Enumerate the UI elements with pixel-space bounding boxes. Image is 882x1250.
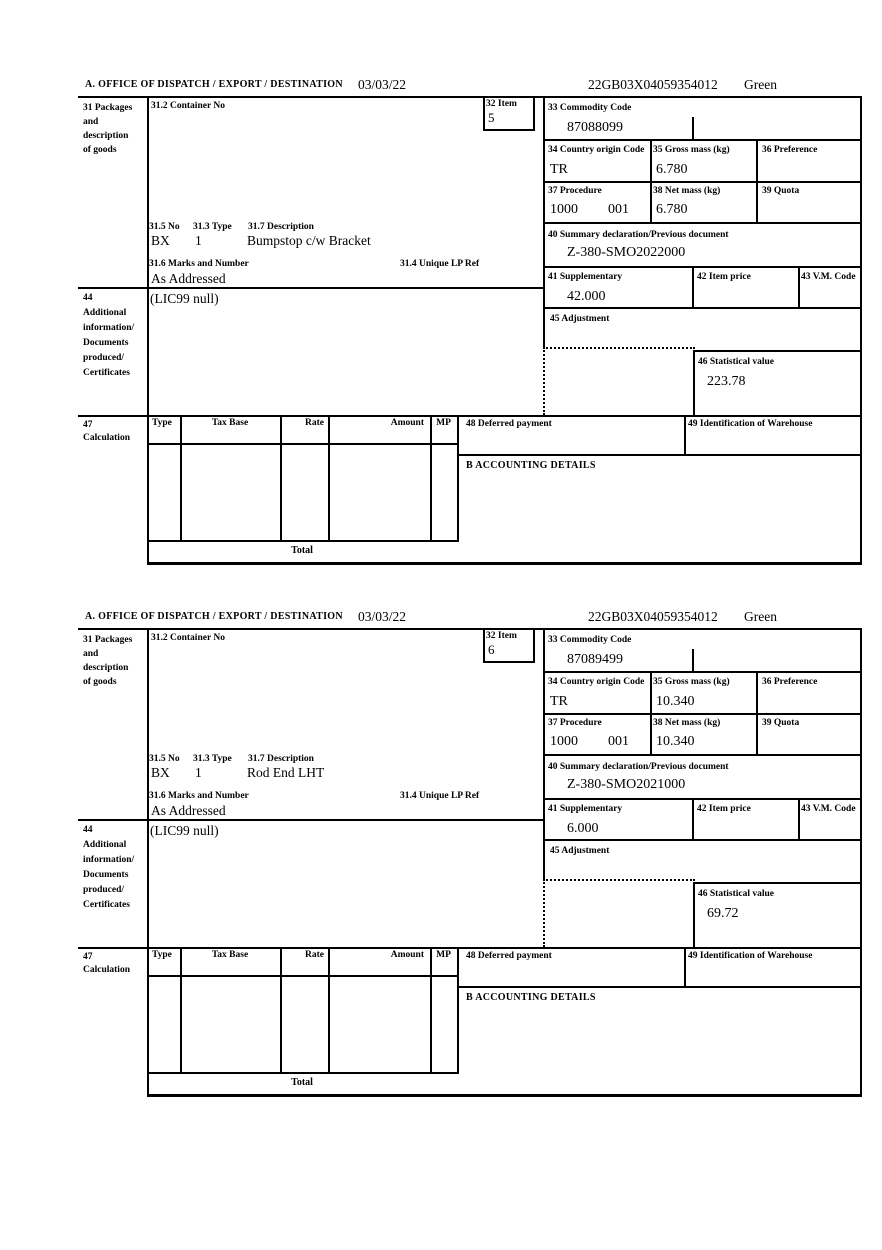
office-of-dispatch-label: A. OFFICE OF DISPATCH / EXPORT / DESTINATION <box>85 79 343 90</box>
grid-line <box>692 798 694 839</box>
procedure-value-2: 001 <box>608 202 629 217</box>
calc-col-rate: Rate <box>305 418 324 428</box>
calculation-label-line: Calculation <box>83 965 130 975</box>
declaration-item-block <box>0 77 882 577</box>
grid-line <box>650 139 652 222</box>
grid-line <box>543 713 862 715</box>
summary-declaration-label: 40 Summary declaration/Previous document <box>548 230 729 240</box>
goods-description-value: Rod End LHT <box>247 765 325 780</box>
accounting-details-label: B ACCOUNTING DETAILS <box>466 460 596 471</box>
statistical-value-label: 46 Statistical value <box>698 357 774 367</box>
commodity-code-separator <box>692 649 694 671</box>
grid-line <box>147 540 459 542</box>
procedure-value-1: 1000 <box>550 734 578 749</box>
accounting-details-label: B ACCOUNTING DETAILS <box>466 992 596 1003</box>
grid-line <box>78 628 862 630</box>
net-mass-value: 6.780 <box>656 202 688 217</box>
dotted-line <box>543 347 545 415</box>
grid-line <box>78 415 862 417</box>
dotted-line <box>543 879 695 881</box>
dispatch-date: 03/03/22 <box>358 609 407 624</box>
additional-info-label-line: Documents <box>83 870 129 880</box>
grid-line <box>430 415 432 540</box>
net-mass-label: 38 Net mass (kg) <box>653 186 721 196</box>
grid-line <box>180 947 182 1072</box>
grid-line <box>147 562 862 565</box>
grid-line <box>860 96 862 565</box>
statistical-value: 69.72 <box>707 906 739 921</box>
calculation-label <box>83 419 130 445</box>
item-label: 32 Item <box>486 99 517 109</box>
calc-col-mp: MP <box>436 950 451 960</box>
previous-document-value: Z-380-SMO2021000 <box>567 777 686 792</box>
additional-info-label <box>83 291 134 381</box>
package-code-value: BX <box>151 765 170 780</box>
statistical-value: 223.78 <box>707 374 746 389</box>
warehouse-label: 49 Identification of Warehouse <box>688 419 813 429</box>
item-number-value: 6 <box>488 642 495 657</box>
adjustment-label: 45 Adjustment <box>550 846 610 856</box>
grid-line <box>457 454 862 456</box>
grid-line <box>756 671 758 754</box>
grid-line <box>684 947 686 986</box>
additional-info-value: (LIC99 null) <box>150 823 219 838</box>
pkg-no-label: 31.5 No <box>149 754 180 764</box>
grid-line <box>798 266 800 307</box>
additional-info-label-line: Documents <box>83 338 129 348</box>
additional-info-label-line: Certificates <box>83 368 130 378</box>
statistical-value-label: 46 Statistical value <box>698 889 774 899</box>
lp-ref-label: 31.4 Unique LP Ref <box>400 791 480 801</box>
grid-line <box>147 628 149 1094</box>
grid-line <box>280 415 282 540</box>
grid-line <box>693 350 695 415</box>
pkg-type-label: 31.3 Type <box>193 222 232 232</box>
marks-label: 31.6 Marks and Number <box>149 259 249 269</box>
routing-status: Green <box>744 609 777 624</box>
pkg-no-label: 31.5 No <box>149 222 180 232</box>
additional-info-label-line: Certificates <box>83 900 130 910</box>
calc-col-mp: MP <box>436 418 451 428</box>
packages-label-line: description <box>83 663 129 673</box>
calc-col-type: Type <box>152 950 172 960</box>
grid-line <box>280 947 282 1072</box>
grid-line <box>543 266 862 268</box>
procedure-value-1: 1000 <box>550 202 578 217</box>
vm-code-label: 43 V.M. Code <box>801 272 856 282</box>
grid-line <box>693 350 862 352</box>
package-count-value: 1 <box>195 765 202 780</box>
commodity-code-label: 33 Commodity Code <box>548 103 632 113</box>
item-price-label: 42 Item price <box>697 804 751 814</box>
grid-line <box>543 798 862 800</box>
packages-label <box>83 101 132 157</box>
item-box-border <box>483 96 485 129</box>
calc-col-amount: Amount <box>390 950 424 960</box>
grid-line <box>693 882 862 884</box>
declaration-reference: 22GB03X04059354012 <box>588 77 718 92</box>
commodity-code-label: 33 Commodity Code <box>548 635 632 645</box>
supplementary-value: 6.000 <box>567 821 599 836</box>
grid-line <box>684 415 686 454</box>
procedure-label: 37 Procedure <box>548 186 602 196</box>
grid-line <box>693 882 695 947</box>
country-origin-value: TR <box>550 162 568 177</box>
calc-col-type: Type <box>152 418 172 428</box>
adjustment-label: 45 Adjustment <box>550 314 610 324</box>
additional-info-label <box>83 823 134 913</box>
grid-line <box>650 671 652 754</box>
total-label: Total <box>291 545 313 556</box>
grid-line <box>328 947 330 1072</box>
supplementary-value: 42.000 <box>567 289 606 304</box>
grid-line <box>543 181 862 183</box>
marks-label: 31.6 Marks and Number <box>149 791 249 801</box>
grid-line <box>147 443 459 445</box>
marks-value: As Addressed <box>151 271 226 286</box>
calculation-label <box>83 951 130 977</box>
calculation-label-line: 47 <box>83 420 93 430</box>
country-origin-label: 34 Country origin Code <box>548 677 645 687</box>
calc-col-amount: Amount <box>390 418 424 428</box>
grid-line <box>147 96 149 562</box>
package-count-value: 1 <box>195 233 202 248</box>
grid-line <box>543 754 862 756</box>
total-label: Total <box>291 1077 313 1088</box>
grid-line <box>798 798 800 839</box>
supplementary-label: 41 Supplementary <box>548 804 623 814</box>
grid-line <box>147 1094 862 1097</box>
calc-col-rate: Rate <box>305 950 324 960</box>
packages-label-line: and <box>83 117 99 127</box>
item-box-border <box>533 96 535 129</box>
item-box-border <box>483 628 485 661</box>
gross-mass-label: 35 Gross mass (kg) <box>653 677 730 687</box>
supplementary-label: 41 Supplementary <box>548 272 623 282</box>
grid-line <box>78 287 545 289</box>
gross-mass-label: 35 Gross mass (kg) <box>653 145 730 155</box>
quota-label: 39 Quota <box>762 186 800 196</box>
warehouse-label: 49 Identification of Warehouse <box>688 951 813 961</box>
item-box-border <box>483 661 535 663</box>
lp-ref-label: 31.4 Unique LP Ref <box>400 259 480 269</box>
previous-document-value: Z-380-SMO2022000 <box>567 245 686 260</box>
pkg-description-label: 31.7 Description <box>248 222 314 232</box>
packages-label <box>83 633 132 689</box>
container-no-label: 31.2 Container No <box>151 101 225 111</box>
packages-label-line: of goods <box>83 145 117 155</box>
declaration-reference: 22GB03X04059354012 <box>588 609 718 624</box>
packages-label-line: 31 Packages <box>83 635 133 645</box>
procedure-label: 37 Procedure <box>548 718 602 728</box>
grid-line <box>543 222 862 224</box>
pkg-description-label: 31.7 Description <box>248 754 314 764</box>
vm-code-label: 43 V.M. Code <box>801 804 856 814</box>
procedure-value-2: 001 <box>608 734 629 749</box>
grid-line <box>147 1072 459 1074</box>
commodity-code-value: 87088099 <box>567 120 623 135</box>
calculation-label-line: 47 <box>83 952 93 962</box>
dotted-line <box>543 347 695 349</box>
grid-line <box>78 96 862 98</box>
calc-col-tax-base: Tax Base <box>211 950 249 960</box>
packages-label-line: description <box>83 131 129 141</box>
item-label: 32 Item <box>486 631 517 641</box>
additional-info-label-line: information/ <box>83 323 135 333</box>
dispatch-date: 03/03/22 <box>358 77 407 92</box>
grid-line <box>147 975 459 977</box>
additional-info-label-line: produced/ <box>83 885 125 895</box>
net-mass-label: 38 Net mass (kg) <box>653 718 721 728</box>
item-price-label: 42 Item price <box>697 272 751 282</box>
gross-mass-value: 6.780 <box>656 162 688 177</box>
packages-label-line: 31 Packages <box>83 103 133 113</box>
item-box-border <box>483 129 535 131</box>
country-origin-label: 34 Country origin Code <box>548 145 645 155</box>
grid-line <box>78 819 545 821</box>
grid-line <box>78 947 862 949</box>
deferred-payment-label: 48 Deferred payment <box>466 951 552 961</box>
grid-line <box>756 139 758 222</box>
grid-line <box>180 415 182 540</box>
additional-info-label-line: 44 <box>83 293 93 303</box>
calc-col-tax-base: Tax Base <box>211 418 249 428</box>
grid-line <box>543 307 862 309</box>
additional-info-label-line: 44 <box>83 825 93 835</box>
gross-mass-value: 10.340 <box>656 694 695 709</box>
packages-label-line: of goods <box>83 677 117 687</box>
grid-line <box>457 415 459 540</box>
package-code-value: BX <box>151 233 170 248</box>
deferred-payment-label: 48 Deferred payment <box>466 419 552 429</box>
office-of-dispatch-label: A. OFFICE OF DISPATCH / EXPORT / DESTINATION <box>85 611 343 622</box>
grid-line <box>457 986 862 988</box>
grid-line <box>543 671 862 673</box>
additional-info-label-line: produced/ <box>83 353 125 363</box>
additional-info-label-line: Additional <box>83 308 127 318</box>
preference-label: 36 Preference <box>762 145 818 155</box>
summary-declaration-label: 40 Summary declaration/Previous document <box>548 762 729 772</box>
declaration-item-block <box>0 609 882 1109</box>
additional-info-label-line: information/ <box>83 855 135 865</box>
commodity-code-value: 87089499 <box>567 652 623 667</box>
grid-line <box>430 947 432 1072</box>
additional-info-value: (LIC99 null) <box>150 291 219 306</box>
goods-description-value: Bumpstop c/w Bracket <box>247 233 371 248</box>
routing-status: Green <box>744 77 777 92</box>
packages-label-line: and <box>83 649 99 659</box>
pkg-type-label: 31.3 Type <box>193 754 232 764</box>
grid-line <box>692 266 694 307</box>
item-box-border <box>533 628 535 661</box>
quota-label: 39 Quota <box>762 718 800 728</box>
commodity-code-separator <box>692 117 694 139</box>
grid-line <box>543 139 862 141</box>
net-mass-value: 10.340 <box>656 734 695 749</box>
grid-line <box>543 839 862 841</box>
dotted-line <box>543 879 545 947</box>
country-origin-value: TR <box>550 694 568 709</box>
grid-line <box>457 947 459 1072</box>
additional-info-label-line: Additional <box>83 840 127 850</box>
container-no-label: 31.2 Container No <box>151 633 225 643</box>
grid-line <box>860 628 862 1097</box>
preference-label: 36 Preference <box>762 677 818 687</box>
marks-value: As Addressed <box>151 803 226 818</box>
calculation-label-line: Calculation <box>83 433 130 443</box>
grid-line <box>328 415 330 540</box>
item-number-value: 5 <box>488 110 495 125</box>
